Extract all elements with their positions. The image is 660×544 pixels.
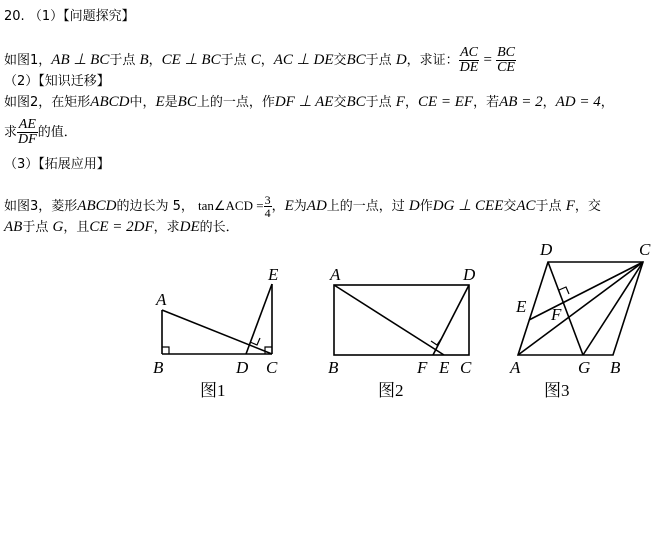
text: ，求 bbox=[153, 220, 180, 235]
segment-df bbox=[433, 285, 469, 355]
text: ， bbox=[271, 199, 285, 214]
fig1-label-b: B bbox=[153, 358, 164, 377]
text: ， bbox=[260, 53, 274, 68]
math: AC ⊥ DE bbox=[273, 52, 334, 68]
math: AB bbox=[4, 219, 23, 235]
segment-cg bbox=[583, 262, 643, 355]
segment-de bbox=[246, 284, 272, 354]
text: ，且 bbox=[63, 220, 90, 235]
text: ， bbox=[542, 95, 556, 110]
math: BC bbox=[346, 94, 366, 110]
segment-ae bbox=[334, 285, 444, 355]
question-number: 20. bbox=[4, 9, 25, 24]
fig3-label-c: C bbox=[639, 240, 651, 259]
text: ， bbox=[404, 95, 418, 110]
text: 为 bbox=[293, 199, 307, 214]
fraction-ae-df: $\frac{AE}{DF}$ bbox=[18, 117, 37, 147]
fig2-caption: 图2 bbox=[378, 381, 404, 400]
right-angle-mark-b bbox=[162, 347, 169, 354]
text: ， bbox=[600, 95, 614, 110]
part1-tag: （1）【问题探究】 bbox=[28, 9, 135, 24]
math: CE = 2DF bbox=[89, 219, 154, 235]
math: DF ⊥ AE bbox=[274, 94, 334, 110]
text: 作 bbox=[419, 199, 433, 214]
text: 如图3，菱形 bbox=[4, 199, 78, 214]
text: 于点 bbox=[535, 199, 566, 214]
fig3-caption: 图3 bbox=[544, 381, 570, 400]
text: 的边长为 5， bbox=[116, 199, 194, 214]
text: 是 bbox=[164, 95, 178, 110]
figure-1 bbox=[162, 284, 272, 354]
text: 交 bbox=[503, 199, 517, 214]
text: 于点 bbox=[365, 95, 396, 110]
text: 上的一点，过 bbox=[326, 199, 409, 214]
fig2-label-c: C bbox=[460, 358, 472, 377]
fig3-label-f: F bbox=[551, 305, 562, 324]
text: 的值． bbox=[37, 125, 77, 140]
math: F bbox=[395, 94, 405, 110]
fig2-label-e: E bbox=[439, 358, 450, 377]
fig3-label-g: G bbox=[578, 358, 591, 377]
fig2-label-a: A bbox=[330, 265, 341, 284]
part2-tag: （2）【知识迁移】 bbox=[4, 74, 110, 89]
fig1-label-e: E bbox=[268, 265, 279, 284]
math: DE bbox=[179, 219, 200, 235]
equals-sign: = bbox=[483, 52, 492, 68]
part3-tag: （3）【拓展应用】 bbox=[4, 157, 110, 172]
text: ， bbox=[148, 53, 162, 68]
math: E bbox=[155, 94, 165, 110]
fraction-three-fourths: $\frac{3}{4}$ bbox=[264, 193, 271, 220]
fig2-label-d: D bbox=[463, 265, 476, 284]
text: 上的一点，作 bbox=[196, 95, 275, 110]
tan-expression: tan∠ACD = bbox=[198, 198, 264, 213]
rectangle-abcd bbox=[334, 285, 469, 355]
fig1-label-c: C bbox=[266, 358, 278, 377]
math: DG ⊥ CE bbox=[432, 198, 495, 214]
math: ABCD bbox=[77, 198, 117, 214]
text: ，若 bbox=[473, 95, 500, 110]
math: B bbox=[139, 52, 149, 68]
math: F bbox=[565, 198, 575, 214]
fraction-bc-ce: $\frac{BC}{CE}$ bbox=[497, 45, 515, 75]
math: ABCD bbox=[90, 94, 130, 110]
text: 于点 bbox=[220, 53, 251, 68]
math: CE = EF bbox=[417, 94, 474, 110]
figure-2 bbox=[334, 285, 469, 355]
diagonal-ac bbox=[518, 262, 643, 355]
fig3-label-a: A bbox=[510, 358, 521, 377]
text: ，交 bbox=[574, 199, 601, 214]
text: 如图1， bbox=[4, 53, 52, 68]
math: E bbox=[284, 198, 294, 214]
math: G bbox=[52, 219, 64, 235]
fraction-ac-de: $\frac{AC}{DE}$ bbox=[459, 45, 479, 75]
math: CE ⊥ BC bbox=[161, 52, 221, 68]
text: 于点 bbox=[365, 53, 396, 68]
text: 如图2，在矩形 bbox=[4, 95, 91, 110]
text: 中， bbox=[129, 95, 156, 110]
text: 于点 bbox=[109, 53, 140, 68]
math: AB = 2 bbox=[499, 94, 543, 110]
math: D bbox=[408, 198, 420, 214]
math: AC bbox=[516, 198, 536, 214]
math: AD bbox=[306, 198, 327, 214]
text: 交 bbox=[333, 53, 347, 68]
fig1-label-d: D bbox=[236, 358, 249, 377]
fig3-label-e: E bbox=[516, 297, 527, 316]
math: AD = 4 bbox=[555, 94, 601, 110]
fig2-label-f: F bbox=[417, 358, 428, 377]
figure-3 bbox=[518, 262, 643, 355]
text: 交 bbox=[333, 95, 347, 110]
math: AB ⊥ BC bbox=[51, 52, 110, 68]
text: 的长． bbox=[199, 220, 239, 235]
text: 于点 bbox=[22, 220, 53, 235]
fig1-caption: 图1 bbox=[200, 381, 226, 400]
segment-ce bbox=[529, 262, 643, 320]
math: BC bbox=[177, 94, 197, 110]
text: ，求证： bbox=[406, 53, 459, 68]
math: D bbox=[395, 52, 407, 68]
fig3-label-b: B bbox=[610, 358, 621, 377]
math: C bbox=[250, 52, 261, 68]
text: 求 bbox=[4, 125, 18, 140]
segment-ac bbox=[162, 310, 272, 354]
math: BC bbox=[346, 52, 366, 68]
math: E bbox=[494, 198, 504, 214]
fig1-label-a: A bbox=[156, 290, 167, 309]
fig3-label-d: D bbox=[540, 240, 553, 259]
fig2-label-b: B bbox=[328, 358, 339, 377]
